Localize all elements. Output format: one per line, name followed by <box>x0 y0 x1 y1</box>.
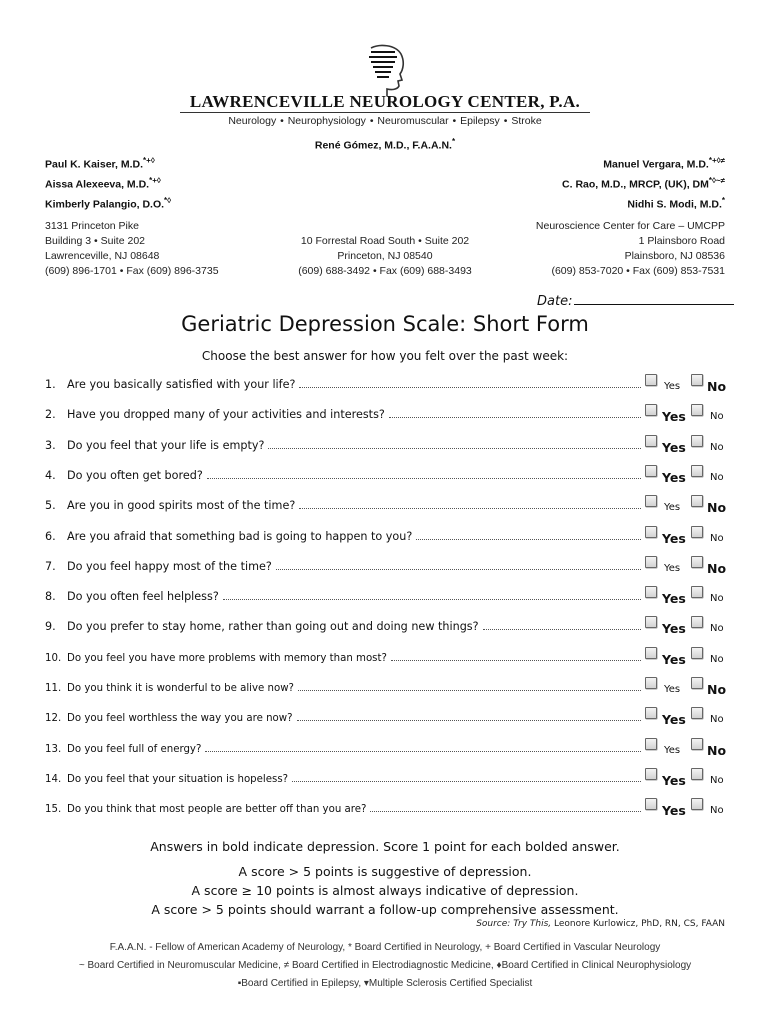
question-row <box>45 560 645 578</box>
header-rule <box>180 112 590 113</box>
address-plainsboro <box>536 219 725 279</box>
head-profile-logo-icon <box>365 44 407 96</box>
no-checkbox[interactable] <box>691 435 703 447</box>
yes-label: Yes <box>664 563 681 574</box>
legend-line: ▪Board Certified in Epilepsy, ▾Multiple Sclerosis Certified Specialist <box>237 978 533 989</box>
address-line: 1 Plainsboro Road <box>638 235 725 247</box>
yes-label: Yes <box>664 684 681 695</box>
no-label: No <box>710 654 724 665</box>
question-number: 7. <box>45 560 56 573</box>
dot-leader <box>299 499 641 509</box>
question-row <box>45 620 645 638</box>
question-row <box>45 681 645 699</box>
dot-leader <box>298 681 641 691</box>
left-doctor <box>45 176 161 191</box>
dot-leader <box>207 469 641 479</box>
question-number: 6. <box>45 530 56 543</box>
dot-leader <box>416 530 641 540</box>
center-doctor-name: René Gómez, M.D., F.A.A.N. <box>314 139 452 152</box>
doctor-name: Kimberly Palangio, D.O. <box>45 198 165 211</box>
yes-checkbox[interactable] <box>645 526 657 538</box>
doctor-marks: *+◊ <box>149 176 161 185</box>
question-row <box>45 772 645 790</box>
question-number: 4. <box>45 469 56 482</box>
no-checkbox[interactable] <box>691 616 703 628</box>
yes-label: Yes <box>662 440 686 455</box>
no-checkbox[interactable] <box>691 768 703 780</box>
yes-checkbox[interactable] <box>645 435 657 447</box>
source-label: Source: Try This, <box>476 919 552 929</box>
question-text: Do you think it is wonderful to be alive now? <box>67 683 294 694</box>
yes-label: Yes <box>664 502 681 513</box>
question-text: Are you afraid that something bad is going to happen to you? <box>67 530 413 543</box>
yes-checkbox[interactable] <box>645 707 657 719</box>
question-row <box>45 378 645 396</box>
address-line: Lawrenceville, NJ 08648 <box>45 250 160 262</box>
yes-label: Yes <box>662 803 686 818</box>
no-checkbox[interactable] <box>691 647 703 659</box>
yes-label: Yes <box>662 773 686 788</box>
date-input-line[interactable] <box>574 292 734 305</box>
left-doctor <box>45 196 171 211</box>
left-doctor <box>45 156 155 171</box>
no-checkbox[interactable] <box>691 526 703 538</box>
score-line: A score > 5 points should warrant a follow-up comprehensive assessment. <box>151 902 619 917</box>
no-label: No <box>710 472 724 483</box>
doctor-marks: *+◊≠ <box>708 156 725 165</box>
doctor-marks: *+◊ <box>143 156 155 165</box>
no-label: No <box>710 805 724 816</box>
yes-checkbox[interactable] <box>645 738 657 750</box>
question-row <box>45 590 645 608</box>
address-line: Plainsboro, NJ 08536 <box>624 250 725 262</box>
question-row <box>45 439 645 457</box>
question-text: Do you feel that your situation is hopeless? <box>67 774 289 785</box>
yes-label: Yes <box>662 531 686 546</box>
no-label: No <box>707 500 727 515</box>
no-checkbox[interactable] <box>691 374 703 386</box>
no-checkbox[interactable] <box>691 798 703 810</box>
yes-checkbox[interactable] <box>645 556 657 568</box>
question-number: 9. <box>45 620 56 633</box>
question-row <box>45 651 645 669</box>
address-princeton <box>270 234 500 279</box>
question-text: Do you prefer to stay home, rather than going out and doing new things? <box>67 620 479 633</box>
yes-label: Yes <box>662 652 686 667</box>
no-label: No <box>710 623 724 634</box>
question-text: Are you basically satisfied with your life? <box>67 378 296 391</box>
address-line: (609) 853-7020 • Fax (609) 853-7531 <box>551 265 725 277</box>
right-doctor <box>603 156 725 171</box>
dot-leader <box>292 772 641 782</box>
no-label: No <box>710 775 724 786</box>
no-label: No <box>710 533 724 544</box>
yes-label: Yes <box>662 470 686 485</box>
doctor-marks: *◊ <box>164 196 172 205</box>
dot-leader <box>297 711 641 721</box>
question-text: Do you think that most people are better off than you are? <box>67 804 367 815</box>
yes-checkbox[interactable] <box>645 768 657 780</box>
question-text: Do you feel you have more problems with memory than most? <box>67 653 387 664</box>
question-number: 2. <box>45 408 56 421</box>
dot-leader <box>370 802 641 812</box>
no-checkbox[interactable] <box>691 677 703 689</box>
yes-label: Yes <box>662 409 686 424</box>
score-line: A score ≥ 10 points is almost always indicative of depression. <box>191 883 579 898</box>
yes-checkbox[interactable] <box>645 586 657 598</box>
question-text: Do you feel that your life is empty? <box>67 439 265 452</box>
question-number: 10. <box>45 653 62 664</box>
specialties: Neurology • Neurophysiology • Neuromuscular • Epilepsy • Stroke <box>228 115 542 127</box>
question-number: 14. <box>45 774 62 785</box>
dot-leader <box>205 742 641 752</box>
dot-leader <box>389 408 641 418</box>
question-text: Have you dropped many of your activities and interests? <box>67 408 385 421</box>
doctor-name: Paul K. Kaiser, M.D. <box>45 158 144 171</box>
right-doctor <box>627 196 725 211</box>
no-label: No <box>707 682 727 697</box>
address-line: Building 3 • Suite 202 <box>45 235 145 247</box>
yes-label: Yes <box>662 621 686 636</box>
no-checkbox[interactable] <box>691 707 703 719</box>
question-row <box>45 469 645 487</box>
question-text: Do you feel worthless the way you are now? <box>67 713 293 724</box>
form-instructions: Choose the best answer for how you felt over the past week: <box>201 349 569 363</box>
question-number: 15. <box>45 804 62 815</box>
question-text: Do you feel full of energy? <box>67 744 202 755</box>
yes-label: Yes <box>664 381 681 392</box>
question-row <box>45 499 645 517</box>
yes-checkbox[interactable] <box>645 495 657 507</box>
doctor-marks: *◊~≠ <box>708 176 725 185</box>
score-line: A score > 5 points is suggestive of depression. <box>238 864 532 879</box>
no-label: No <box>710 714 724 725</box>
no-checkbox[interactable] <box>691 738 703 750</box>
center-name: LAWRENCEVILLE NEUROLOGY CENTER, P.A. <box>189 92 581 111</box>
dot-leader <box>276 560 641 570</box>
dot-leader <box>223 590 641 600</box>
address-line: 10 Forrestal Road South • Suite 202 <box>300 235 470 247</box>
center-doctor <box>0 137 770 152</box>
address-line: 3131 Princeton Pike <box>45 220 139 232</box>
doctor-name: Manuel Vergara, M.D. <box>603 158 709 171</box>
scoring-note: Answers in bold indicate depression. Score 1 point for each bolded answer. <box>150 839 620 854</box>
yes-checkbox[interactable] <box>645 616 657 628</box>
yes-label: Yes <box>662 591 686 606</box>
dot-leader <box>483 620 641 630</box>
address-line: Princeton, NJ 08540 <box>337 250 433 262</box>
question-row <box>45 802 645 820</box>
question-text: Are you in good spirits most of the time? <box>67 499 296 512</box>
yes-checkbox[interactable] <box>645 798 657 810</box>
question-number: 1. <box>45 378 56 391</box>
doctor-name: C. Rao, M.D., MRCP, (UK), DM <box>562 178 709 191</box>
yes-checkbox[interactable] <box>645 404 657 416</box>
question-number: 3. <box>45 439 56 452</box>
question-text: Do you often get bored? <box>67 469 203 482</box>
address-lawrenceville <box>45 219 219 279</box>
no-label: No <box>710 593 724 604</box>
question-number: 5. <box>45 499 56 512</box>
yes-checkbox[interactable] <box>645 677 657 689</box>
address-line: (609) 896-1701 • Fax (609) 896-3735 <box>45 265 219 277</box>
form-title: Geriatric Depression Scale: Short Form <box>181 312 589 336</box>
source-text: Leonore Kurlowicz, PhD, RN, CS, FAAN <box>551 919 725 929</box>
question-number: 12. <box>45 713 62 724</box>
date-label: Date: <box>537 294 573 309</box>
question-text: Do you feel happy most of the time? <box>67 560 272 573</box>
yes-label: Yes <box>662 712 686 727</box>
no-label: No <box>710 442 724 453</box>
question-row <box>45 742 645 760</box>
yes-checkbox[interactable] <box>645 374 657 386</box>
no-label: No <box>710 411 724 422</box>
doctor-name: Aissa Alexeeva, M.D. <box>45 178 150 191</box>
no-label: No <box>707 743 727 758</box>
no-checkbox[interactable] <box>691 495 703 507</box>
legend-line: F.A.A.N. - Fellow of American Academy of Neurology, * Board Certified in Neurology, + Board Certified in Vascular Neurology <box>109 942 661 953</box>
date-field <box>537 292 734 309</box>
yes-checkbox[interactable] <box>645 647 657 659</box>
dot-leader <box>299 378 641 388</box>
yes-checkbox[interactable] <box>645 465 657 477</box>
question-number: 11. <box>45 683 62 694</box>
address-line: (609) 688-3492 • Fax (609) 688-3493 <box>298 265 472 277</box>
question-text: Do you often feel helpless? <box>67 590 219 603</box>
dot-leader <box>391 651 641 661</box>
doctor-name: Nidhi S. Modi, M.D. <box>627 198 722 211</box>
no-label: No <box>707 561 727 576</box>
no-label: No <box>707 379 727 394</box>
question-number: 8. <box>45 590 56 603</box>
no-checkbox[interactable] <box>691 556 703 568</box>
right-doctor <box>562 176 725 191</box>
legend-line: ~ Board Certified in Neuromuscular Medicine, ≠ Board Certified in Electrodiagnostic Medicine, ♦Board Certified in Clinical Neurophysiology <box>78 960 692 971</box>
doctor-marks: * <box>721 196 725 205</box>
question-row <box>45 711 645 729</box>
source-citation <box>476 919 725 929</box>
dot-leader <box>268 439 641 449</box>
question-row <box>45 408 645 426</box>
question-row <box>45 530 645 548</box>
address-line: Neuroscience Center for Care – UMCPP <box>535 220 725 232</box>
no-checkbox[interactable] <box>691 586 703 598</box>
yes-label: Yes <box>664 745 681 756</box>
question-number: 13. <box>45 744 62 755</box>
center-doctor-marks: * <box>451 137 456 146</box>
no-checkbox[interactable] <box>691 404 703 416</box>
no-checkbox[interactable] <box>691 465 703 477</box>
